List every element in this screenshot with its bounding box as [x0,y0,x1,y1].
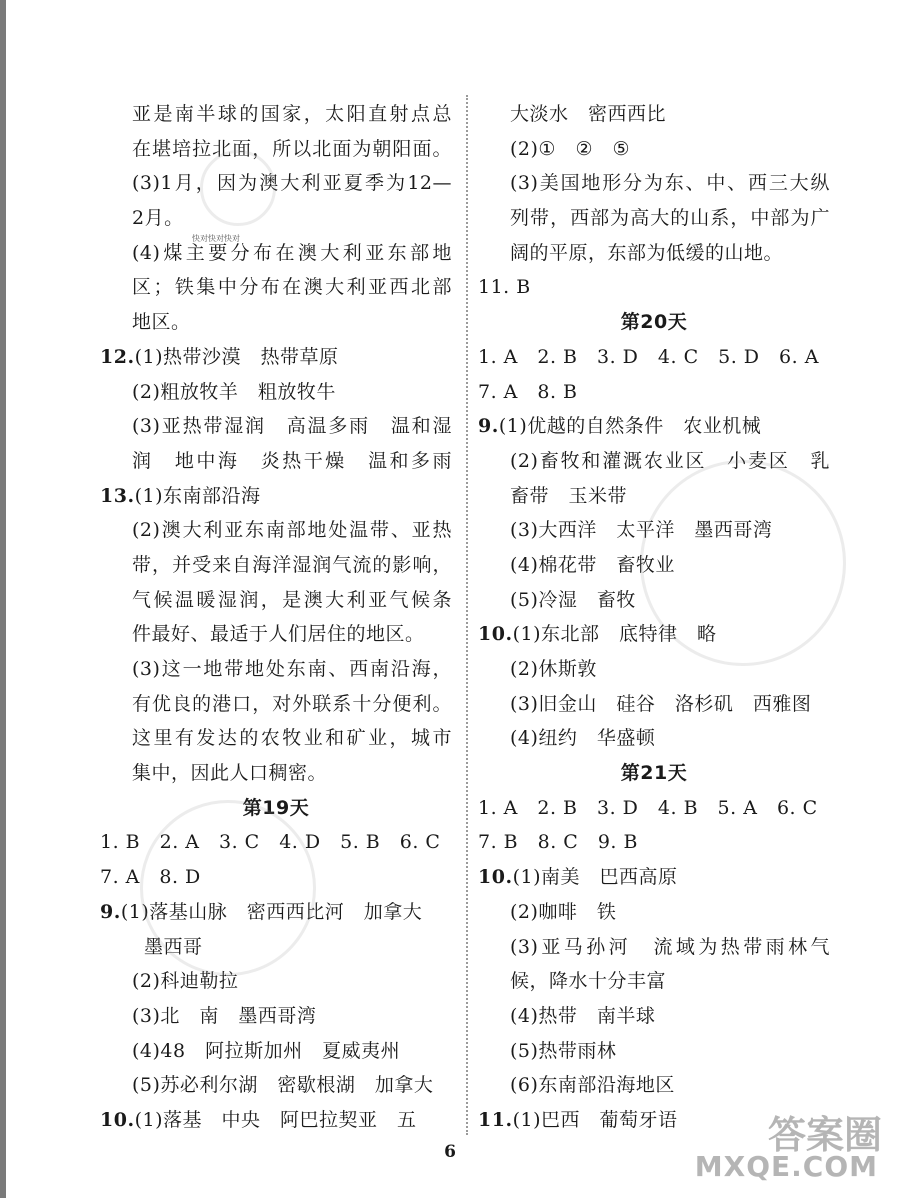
answer-line: 大淡水 密西西比 [510,103,667,125]
answer-line: (2)畜牧和灌溉农业区 小麦区 乳 [510,449,830,472]
answer-line: (6)东南部沿海地区 [510,1074,675,1097]
answer-line: (4)48 阿拉斯加州 夏威夷州 [132,1039,401,1062]
watermark-site-name: 答案圈 [767,1113,882,1157]
answer-line: 件最好、最适于人们居住的地区。 [132,623,425,646]
answer-line: (2)① ② ⑤ [510,137,631,160]
answer-line [100,340,452,375]
answer-line: 地区。 [132,311,191,334]
answer-text: (1)热带沙漠 热带草原 [134,345,339,368]
answer-line: (4)棉花带 畜牧业 [510,553,675,576]
answer-line: 这里有发达的农牧业和矿业，城市 [132,727,452,750]
question-number: 11. [478,1108,513,1131]
answer-line: 在堪培拉北面，所以北面为朝阳面。 [132,137,452,160]
answer-line: 7. A 8. B [478,380,578,403]
watermark-stamp-text: 快对快对快对 [192,234,240,243]
answer-line: 11. B [478,276,531,299]
answer-line: (2)澳大利亚东南部地处温带、亚热 [132,519,452,542]
page-edge [0,0,6,1198]
watermark-site-url: MXQE.COM [694,1150,878,1183]
question-number: 10. [100,1108,135,1131]
answer-text: (1)落基山脉 密西西比河 加拿大 [120,900,423,923]
answer-line: (3)北 南 墨西哥湾 [132,1004,317,1027]
section-heading: 第19天 [242,796,310,819]
answer-line [478,617,830,652]
answer-line: 7. B 8. C 9. B [478,831,638,854]
answer-text: (1)南美 巴西高原 [512,866,678,889]
answer-line [478,409,830,444]
question-number: 13. [100,484,135,507]
section-heading: 第20天 [620,311,688,334]
answer-text: (1)巴西 葡萄牙语 [512,1108,678,1131]
page-number: 6 [444,1142,456,1162]
answer-line: (3)亚马孙河 流域为热带雨林气 [510,935,830,958]
answer-line: 墨西哥 [144,935,203,958]
answer-line: (3)美国地形分为东、中、西三大纵 [510,172,830,195]
question-number: 9. [478,415,499,438]
answer-text: (1)优越的自然条件 农业机械 [498,415,762,438]
answer-line [100,1103,452,1138]
answer-line [478,860,830,895]
answer-line: (4)热带 南半球 [510,1004,656,1027]
answer-line: 区；铁集中分布在澳大利亚西北部 [132,276,452,299]
answer-text: (1)落基 中央 阿巴拉契亚 五 [134,1108,417,1131]
answer-line: 1. B 2. A 3. C 4. D 5. B 6. C [100,831,441,854]
answer-line: 畜带 玉米带 [510,484,628,507]
answer-line: 有优良的港口，对外联系十分便利。 [132,692,452,715]
question-number: 10. [478,866,513,889]
right-column [478,97,830,1138]
section-heading: 第21天 [620,762,688,785]
question-number: 10. [478,623,513,646]
answer-line: 阔的平原，东部为低缓的山地。 [510,241,784,264]
answer-line [100,479,452,514]
answer-line: 候，降水十分丰富 [510,970,667,993]
answer-line: 7. A 8. D [100,866,201,889]
answer-line: (3)1月，因为澳大利亚夏季为12— [132,172,452,195]
answer-line: 列带，西部为高大的山系，中部为广 [510,207,830,230]
answer-line: 1. A 2. B 3. D 4. C 5. D 6. A [478,345,819,368]
answer-line: 润 地中海 炎热干燥 温和多雨 [132,449,452,472]
answer-line: (2)科迪勒拉 [132,970,239,993]
answer-line [100,895,452,930]
question-number: 9. [100,900,121,923]
answer-line: (3)这一地带地处东南、西南沿海， [132,658,452,680]
answer-line: (5)热带雨林 [510,1039,617,1062]
question-number: 12. [100,345,135,368]
answer-line: (4)煤主要分布在澳大利亚东部地 [132,241,452,264]
answer-line: (3)旧金山 硅谷 洛杉矶 西雅图 [510,692,812,715]
left-column [100,97,452,1138]
answer-line: (3)大西洋 太平洋 墨西哥湾 [510,519,773,542]
answer-line: 带，并受来自海洋湿润气流的影响， [132,553,452,576]
answer-line: (4)纽约 华盛顿 [510,727,656,750]
answer-line: 1. A 2. B 3. D 4. B 5. A 6. C [478,796,818,819]
column-divider [466,95,468,1135]
answer-text: (1)东南部沿海 [134,484,261,507]
answer-line: (2)休斯敦 [510,658,597,680]
answer-line: (5)冷湿 畜牧 [510,588,636,611]
answer-line: 气候温暖湿润，是澳大利亚气候条 [132,588,452,611]
answer-line: 集中，因此人口稠密。 [132,762,328,785]
answer-line: (5)苏必利尔湖 密歇根湖 加拿大 [132,1074,434,1097]
answer-line: (2)咖啡 铁 [510,900,617,923]
answer-line: 亚是南半球的国家，太阳直射点总 [132,103,452,125]
answer-line: (3)亚热带湿润 高温多雨 温和湿 [132,415,452,438]
answer-text: (1)东北部 底特律 略 [512,623,717,646]
answer-line: 2月。 [132,207,184,230]
answer-line: (2)粗放牧羊 粗放牧牛 [132,380,336,403]
